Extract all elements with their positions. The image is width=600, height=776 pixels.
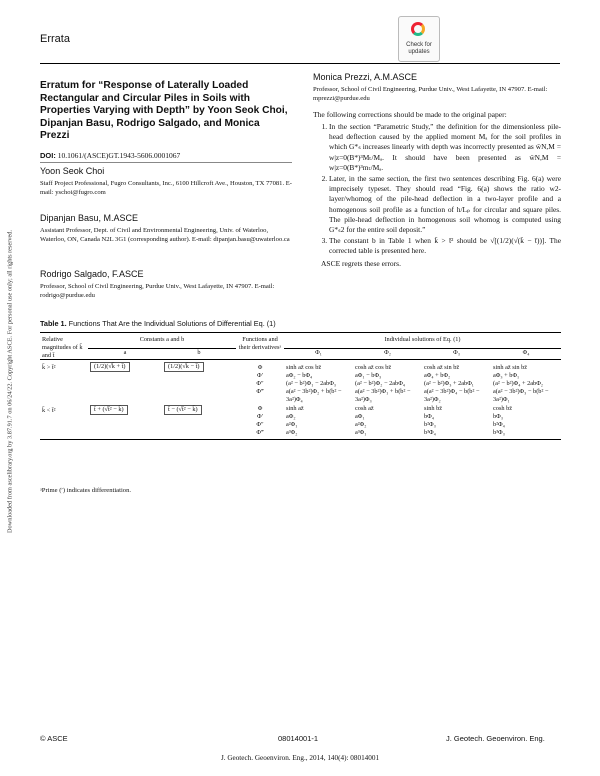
footer-page-id: 08014001-1 [278,734,319,743]
footer-copyright: © ASCE [40,734,68,743]
table-cell: aΦ₁ − bΦ₃ [355,372,382,380]
footer-journal: J. Geotech. Geoenviron. Eng. [446,734,545,743]
table-cell: a(a² − 3b²)Φ₁ + b(b² − 3a²)Φ₃ [355,387,411,403]
header-constants: Constants a and b [139,336,185,343]
table-row [40,403,561,413]
constant-a: t̄ + (√t̄² − k̄) [90,405,128,415]
header-rule [40,63,560,64]
table-cell: (a² − b²)Φ₄ + 2abΦ₂ [493,379,543,387]
table-cell: bΦ₃ [493,413,503,421]
crossmark-icon [411,22,425,36]
section-label: Errata [40,33,70,45]
header-magnitudes: Relative magnitudes of k̄ and t̄ [40,333,88,360]
table-cell: sinh az̄ sin bz̄ [493,364,528,372]
condition-cell: k̄ < t̄² [42,407,56,415]
table-cell: aΦ₃ + bΦ₁ [493,372,520,380]
table-caption-text: Functions That Are the Individual Solutions of Differential Eq. (1) [68,319,276,328]
fn-cell: Φ‴ [256,428,264,436]
author-name: Yoon Seok Choi [40,166,105,176]
table-cell: a(a² − 3b²)Φ₂ + b(b² − 3a²)Φ₄ [286,387,342,403]
table-caption [40,319,276,328]
fn-cell: Φ [257,364,263,372]
table-cell: a²Φ₁ [286,420,298,428]
download-notice: Downloaded from ascelibrary.org by 3.87.91.7 on 06/24/22. Copyright ASCE. For personal use only; all rights reserved. [6,229,14,534]
table-cell: b³Φ₃ [493,428,505,436]
table-footnote: ᵃPrime (′) indicates differentiation. [40,487,132,494]
table-cell: b²Φ₄ [493,420,505,428]
header-phi2: Φ₂ [353,348,422,360]
table-cell: bΦ₄ [424,413,434,421]
table-cell: a³Φ₁ [355,428,367,436]
author-block-3 [40,269,292,300]
solutions-table [40,332,561,440]
divider [40,162,292,163]
table-cell: cosh az̄ cos bz̄ [355,364,392,372]
author-block-1 [40,166,292,197]
table-cell: (a² − b²)Φ₃ + 2abΦ₁ [424,379,474,387]
fn-cell: Φ″ [256,379,264,387]
table-cell: a³Φ₂ [286,428,298,436]
header-b: b [162,348,236,360]
correction-item: 1. In the section “Parametric Study,” the definition for the dimensionless pile-head deflection caused by the applied moment Mₐ for the soil profiles in which G*ₛ increases linearly with depth was incorrectly presented as w̄N,M = w|z=0(B*)³Mₜ/Mₐ. It should have been presented as w̄N,M = w|z=0(B*)³mₜ/Mₐ. [329,122,561,173]
corrections-intro: The following corrections should be made to the original paper: [313,110,507,119]
fn-cell: Φ′ [257,413,263,421]
author-name: Monica Prezzi, A.M.ASCE [313,72,418,82]
table-cell: (a² − b²)Φ₂ − 2abΦ₄ [355,379,405,387]
header-solutions: Individual solutions of Eq. (1) [384,336,461,343]
header-phi3: Φ₃ [422,348,491,360]
author-block-2 [40,213,292,244]
condition-cell: k̄ > t̄² [42,364,56,372]
fn-cell: Φ [257,405,263,413]
fn-cell: Φ′ [257,372,263,380]
constant-a: (1/2)(√k̄ + t̄) [90,362,130,372]
table-cell: aΦ₄ + bΦ₂ [424,372,451,380]
table-cell: (a² − b²)Φ₁ − 2abΦ₃ [286,379,336,387]
author-affiliation: Professor, School of Civil Engineering, Purdue Univ., West Lafayette, IN 47907. E-mail: mprezzi@purdue.edu [313,86,548,102]
table-row [40,360,561,372]
table-cell: aΦ₂ − bΦ₄ [286,372,313,380]
table-cell: sinh bz̄ [424,405,443,413]
right-column [313,72,561,268]
table-cell: b³Φ₄ [424,428,436,436]
badge-text: Check for updates [406,42,432,55]
table-cell: cosh az̄ [355,405,374,413]
author-affiliation: Staff Project Professional, Fugro Consultants, Inc., 6100 Hillcroft Ave., Houston, TX 77081. E-mail: yschoi@fugro.com [40,180,293,196]
table-cell: sinh az̄ [286,405,304,413]
footer-citation: J. Geotech. Geoenviron. Eng., 2014, 140(4): 08014001 [220,754,380,762]
table-cell: aΦ₁ [355,413,365,421]
doi-line [40,151,180,160]
fn-cell: Φ‴ [256,387,264,395]
check-for-updates-badge[interactable] [398,16,440,62]
doi-link[interactable]: 10.1061/(ASCE)GT.1943-5606.0001067 [57,151,181,160]
doi-label: DOI: [40,151,56,160]
header-phi1: Φ₁ [284,348,353,360]
table-cell: b²Φ₃ [424,420,436,428]
corrections-list [313,122,561,257]
table-cell: aΦ₂ [286,413,296,421]
header-functions: Functions and their derivativesᵃ [236,333,284,360]
author-name: Dipanjan Basu, M.ASCE [40,213,139,223]
closing-statement: ASCE regrets these errors. [321,258,401,268]
author-affiliation: Assistant Professor, Dept. of Civil and Environmental Engineering, Univ. of Waterloo, Waterloo, ON, Canada N2L 3G1 (corresponding author). E-mail: dipanjan.basu@uwaterloo.ca [40,227,290,243]
correction-item: 3. The constant b in Table 1 when k̄ > t̄² should be √[(1/2)(√(k̄ − t̄))]. The corrected table is presented here. [329,236,561,256]
fn-cell: Φ″ [256,420,264,428]
table-cell: a(a² − 3b²)Φ₃ − b(b² − 3a²)Φ₁ [493,387,549,403]
table-cell: sinh az̄ cos bz̄ [286,364,322,372]
author-name: Rodrigo Salgado, F.ASCE [40,269,144,279]
constant-b: t̄ − (√t̄² − k̄) [164,405,202,415]
article-title: Erratum for “Response of Laterally Loaded Rectangular and Circular Piles in Soils with Properties Varying with Depth” by Yoon Seok Choi, Dipanjan Basu, Rodrigo Salgado, and Monica Prezzi [40,80,288,141]
table-cell: cosh bz̄ [493,405,513,413]
constant-b: (1/2)(√k̄ − t̄) [164,362,204,372]
author-affiliation: Professor, School of Civil Engineering, Purdue Univ., West Lafayette, IN 47907. E-mail: rodrigo@purdue.edu [40,283,275,299]
header-phi4: Φ₄ [491,348,561,360]
table-caption-label: Table 1. [40,319,67,328]
header-a: a [88,348,162,360]
table-cell: cosh az̄ sin bz̄ [424,364,460,372]
table-cell: a²Φ₂ [355,420,367,428]
correction-item: 2. Later, in the same section, the first two sentences describing Fig. 6(a) were imprecisely typeset. They should read “Fig. 6(a) shows the ratio w2-layer/whomog of the pile-head deflection in a two-layer profile and a homogenous soil profile as a function of h/Lₚ for circular and square piles. The pile-head deflection in homogenous soil whomog is computed using G*ₛ2 for the entire soil deposit.” [329,174,561,235]
table-cell: a(a² − 3b²)Φ₄ − b(b² − 3a²)Φ₂ [424,387,480,403]
